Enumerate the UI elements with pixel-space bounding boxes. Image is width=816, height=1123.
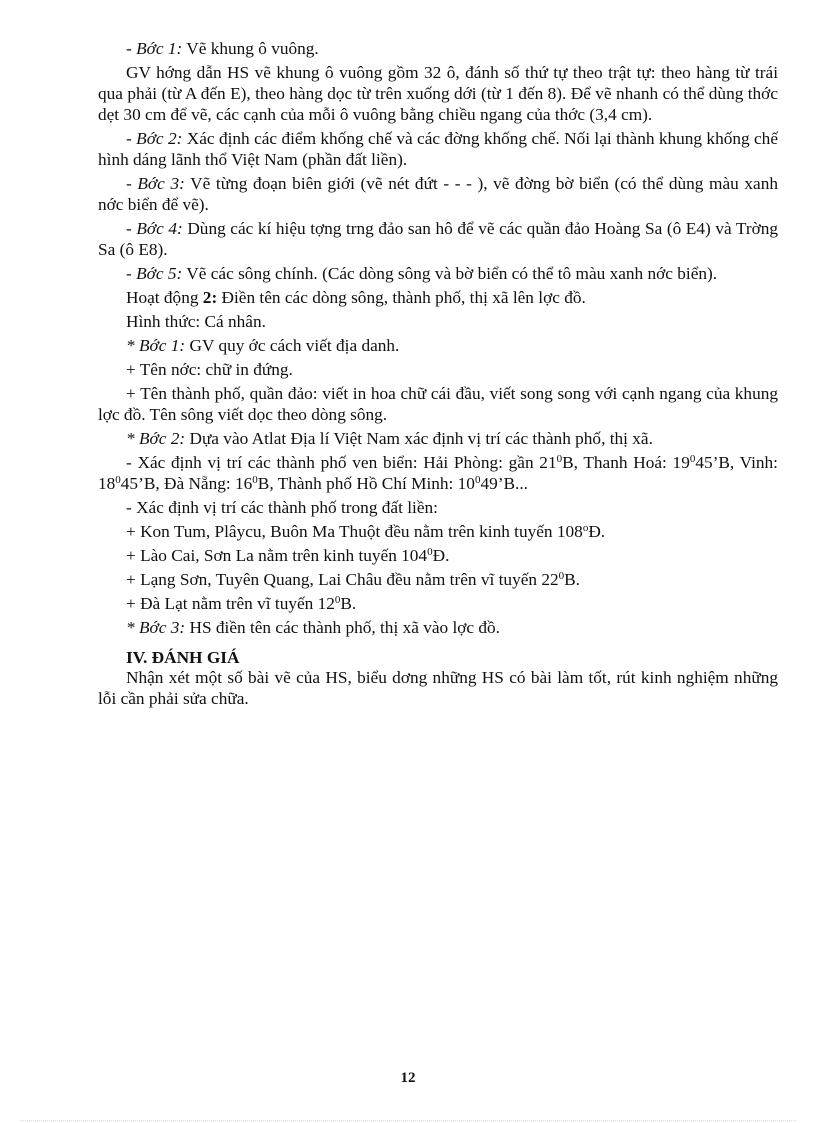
longitude-108: + Kon Tum, Plâycu, Buôn Ma Thuột đều nằm trên kinh tuyến 108$^o$Đ. bbox=[126, 522, 606, 541]
step-5: - Bớc 5: Vẽ các sông chính. (Các dòng sông và bờ biển có thể tô màu xanh nớc biển). bbox=[126, 264, 718, 283]
latitude-22: + Lạng Sơn, Tuyên Quang, Lai Châu đều nằm trên vĩ tuyến $22^0B$. bbox=[126, 570, 580, 589]
rule-country: + Tên nớc: chữ in đứng. bbox=[126, 360, 293, 379]
substep-1: * Bớc 1: GV quy ớc cách viết địa danh. bbox=[126, 336, 400, 355]
inland-cities: - Xác định vị trí các thành phố trong đất liền: bbox=[126, 498, 438, 517]
latitude-12: + Đà Lạt nằm trên vĩ tuyến $12^0B$. bbox=[126, 594, 357, 613]
grid-instructions: GV hớng dẫn HS vẽ khung ô vuông gồm 32 ô, đánh số thứ tự theo trật tự: theo hàng từ trái qua phải (từ A đến E), theo hàng dọc từ trên xuống dới (từ 1 đến 8). Để vẽ nhanh có thể dùng thớc dẹt 30 cm để vẽ, các cạnh của mỗi ô vuông bằng chiều ngang của thớc (3,4 cm). bbox=[98, 63, 778, 124]
longitude-104: + Lào Cai, Sơn La nằm trên kinh tuyến $104^0Đ$. bbox=[126, 546, 450, 565]
rule-city: + Tên thành phố, quần đảo: viết in hoa chữ cái đầu, viết song song với cạnh ngang của khung lợc đồ. Tên sông viết dọc theo dòng sông. bbox=[98, 384, 778, 424]
section-heading-evaluation: IV. ĐÁNH GIÁ bbox=[126, 648, 240, 667]
substep-2: * Bớc 2: Dựa vào Atlat Địa lí Việt Nam xác định vị trí các thành phố, thị xã. bbox=[126, 429, 653, 448]
step-3: - Bớc 3: Vẽ từng đoạn biên giới (vẽ nét đứt - - - ), vẽ đờng bờ biển (có thể dùng màu xanh nớc biển để vẽ). bbox=[98, 174, 779, 214]
step-4: - Bớc 4: Dùng các kí hiệu tợng trng đảo san hô để vẽ các quần đảo Hoàng Sa (ô E4) và Trờng Sa (ô E8). bbox=[98, 219, 779, 259]
coastal-cities: - Xác định vị trí các thành phố ven biển: Hải Phòng: gần $21^0B$, Thanh Hoá: $19^045’B$, Vinh: $18^045’B$, Đà Nẵng: $16^0B$, Thành phố Hồ Chí Minh: $10^049’B$... bbox=[98, 453, 778, 493]
evaluation-text: Nhận xét một số bài vẽ của HS, biểu dơng những HS có bài làm tốt, rút kinh nghiệm những lỗi cần phải sửa chữa. bbox=[98, 668, 778, 708]
substep-3: * Bớc 3: HS điền tên các thành phố, thị xã vào lợc đồ. bbox=[126, 618, 500, 637]
step-2: - Bớc 2: Xác định các điểm khống chế và các đờng khống chế. Nối lại thành khung khống chế hình dáng lãnh thổ Việt Nam (phần đất liền). bbox=[98, 129, 778, 169]
document-body bbox=[98, 38, 778, 712]
form-line: Hình thức: Cá nhân. bbox=[126, 312, 266, 331]
activity-2: Hoạt động 2: Điền tên các dòng sông, thành phố, thị xã lên lợc đồ. bbox=[126, 288, 586, 307]
step-1: - Bớc 1: Vẽ khung ô vuông. bbox=[126, 39, 319, 58]
page-number: 12 bbox=[400, 1070, 416, 1086]
footer-divider bbox=[20, 1120, 796, 1121]
